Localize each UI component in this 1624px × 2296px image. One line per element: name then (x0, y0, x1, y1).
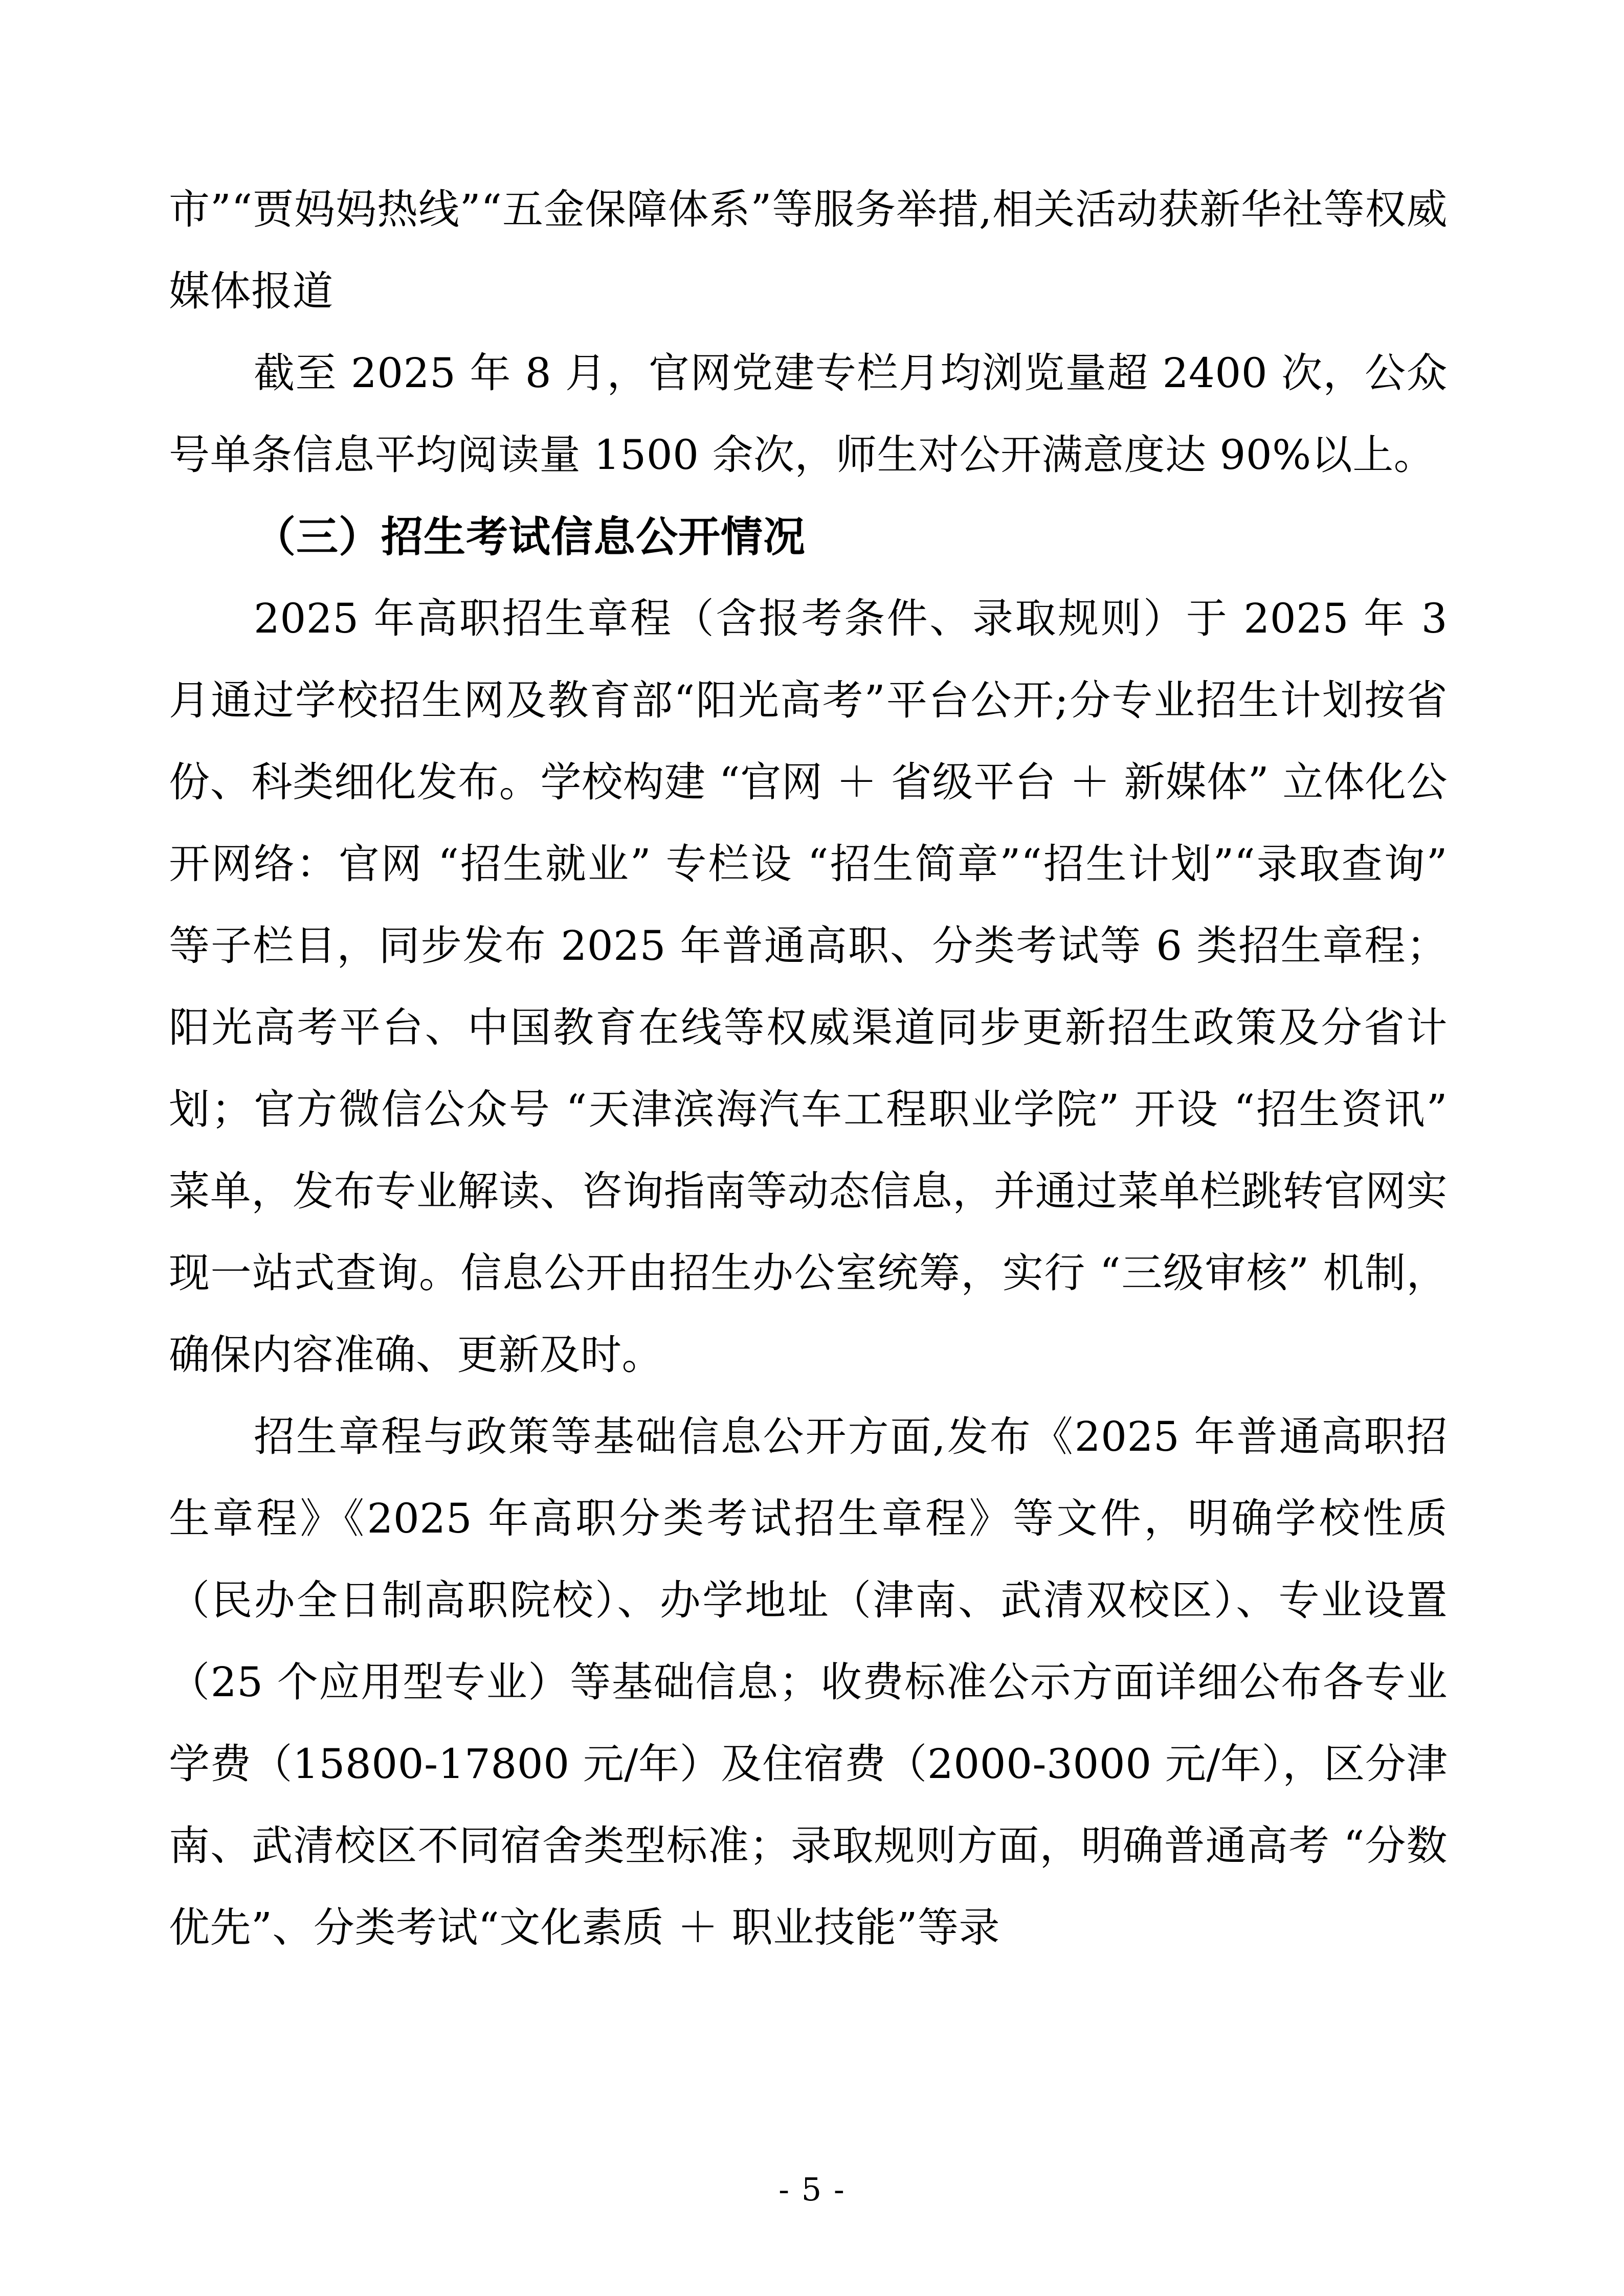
page-content (169, 169, 1448, 1969)
paragraph-continued-from-previous-page: 市”“贾妈妈热线”“五金保障体系”等服务举措,相关活动获新华社等权威媒体报道 (169, 186, 1448, 315)
paragraph-admissions-policy-details: 招生章程与政策等基础信息公开方面,发布《2025 年普通高职招生章程》《2025 年高职分类考试招生章程》等文件，明确学校性质（民办全日制高职院校）、办学地址（津南、武清双校区）、专业设置（25 个应用型专业）等基础信息；收费标准公示方面详细公布各专业学费（15800-17800 元/年）及住宿费（2000-3000 元/年），区分津南、武清校区不同宿舍类型标准；录取规则方面，明确普通高考 “分数优先”、分类考试“文化素质 ＋ 职业技能”等录 (169, 1413, 1448, 1951)
section-heading-admissions-info-disclosure: （三）招生考试信息公开情况 (254, 512, 806, 561)
paragraph-admissions-disclosure: 2025 年高职招生章程（含报考条件、录取规则）于 2025 年 3 月通过学校招生网及教育部“阳光高考”平台公开;分专业招生计划按省份、科类细化发布。学校构建 “官网 ＋ 省级平台 ＋ 新媒体” 立体化公开网络：官网 “招生就业” 专栏设 “招生简章”“招生计划”“录取查询” 等子栏目，同步发布 2025 年普通高职、分类考试等 6 类招生章程；阳光高考平台、中国教育在线等权威渠道同步更新招生政策及分省计划；官方微信公众号 “天津滨海汽车工程职业学院” 开设 “招生资讯” 菜单，发布专业解读、咨询指南等动态信息，并通过菜单栏跳转官网实现一站式查询。信息公开由招生办公室统筹，实行 “三级审核” 机制，确保内容准确、更新及时。 (169, 595, 1448, 1379)
page-number-footer: - 5 - (778, 2171, 846, 2208)
paragraph-publicity-statistics: 截至 2025 年 8 月，官网党建专栏月均浏览量超 2400 次，公众号单条信息平均阅读量 1500 余次，师生对公开满意度达 90%以上。 (169, 349, 1448, 479)
